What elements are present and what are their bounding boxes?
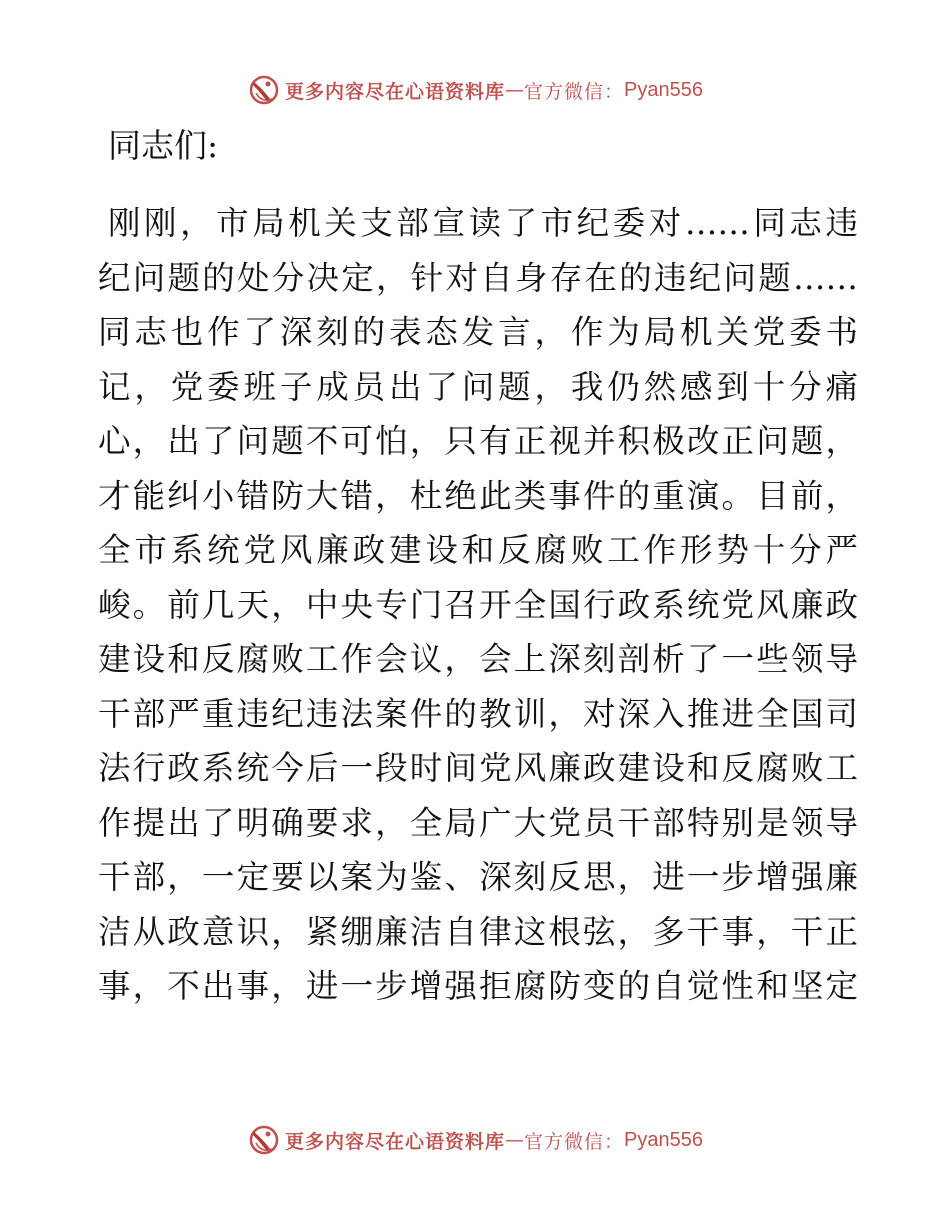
body-line: 干部严重违纪违法案件的教训，对深入推进全国司 — [98, 694, 858, 733]
header-banner — [0, 70, 950, 110]
body-line: 刚刚，市局机关支部宣读了市纪委对……同志违 — [108, 204, 858, 242]
banner-dash: — — [505, 1129, 525, 1151]
banner-official-label: 官方微信： — [524, 1130, 625, 1153]
pen-nib-logo-icon — [247, 1123, 281, 1157]
body-line: 峻。前几天，中央专门召开全国行政系统党风廉政 — [98, 585, 858, 624]
banner-wechat-id: Pyan556 — [624, 1128, 703, 1151]
body-line: 纪问题的处分决定，针对自身存在的违纪问题…… — [98, 258, 858, 297]
body-line: 建设和反腐败工作会议，会上深刻剖析了一些领导 — [98, 640, 858, 678]
pen-nib-logo-icon — [247, 73, 281, 107]
banner-dash: — — [505, 79, 525, 101]
body-paragraph — [98, 196, 858, 1014]
body-line: 作提出了明确要求，全局广大党员干部特别是领导 — [98, 803, 858, 842]
banner-official-label: 官方微信： — [524, 80, 625, 103]
body-line: 洁从政意识，紧绷廉洁自律这根弦，多干事，干正 — [98, 912, 858, 951]
footer-banner — [0, 1120, 950, 1160]
body-line: 才能纠小错防大错，杜绝此类事件的重演。目前， — [98, 476, 858, 515]
body-line: 同志也作了深刻的表态发言，作为局机关党委书 — [98, 313, 858, 351]
body-line: 事，不出事，进一步增强拒腐防变的自觉性和坚定 — [98, 967, 858, 1005]
body-line: 全市系统党风廉政建设和反腐败工作形势十分严 — [98, 531, 858, 569]
banner-text: 更多内容尽在心语资料库 — [285, 80, 506, 103]
body-line: 记，党委班子成员出了问题，我仍然感到十分痛 — [98, 367, 858, 406]
banner-text: 更多内容尽在心语资料库 — [285, 1130, 506, 1153]
salutation: 同志们: — [108, 126, 219, 165]
body-line: 法行政系统今后一段时间党风廉政建设和反腐败工 — [98, 749, 858, 787]
body-line: 干部，一定要以案为鉴、深刻反思，进一步增强廉 — [98, 858, 858, 896]
banner-wechat-id: Pyan556 — [624, 78, 703, 101]
body-line: 心，出了问题不可怕，只有正视并积极改正问题， — [98, 422, 858, 460]
